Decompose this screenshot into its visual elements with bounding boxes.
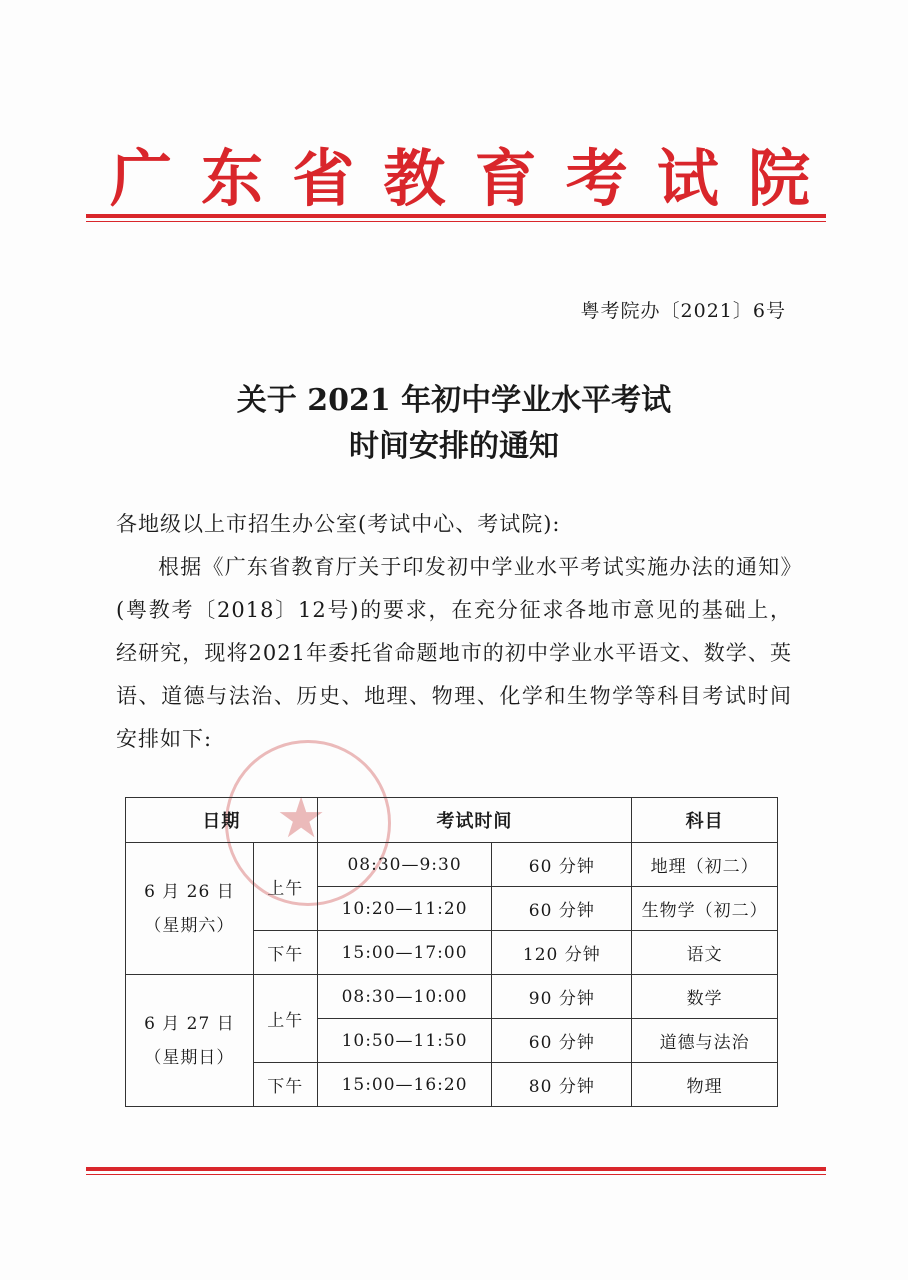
table-row [126, 843, 778, 887]
duration: 60 分钟 [492, 1019, 632, 1063]
org-char: 广 [110, 141, 173, 215]
date-label: 6 月 26 日 [144, 881, 235, 902]
table-header-row [126, 798, 778, 843]
duration: 60 分钟 [492, 843, 632, 887]
subject: 道德与法治 [632, 1019, 778, 1063]
header-subject: 科目 [632, 798, 778, 843]
date-cell [126, 843, 254, 975]
duration: 60 分钟 [492, 887, 632, 931]
time-range: 15:00—16:20 [317, 1063, 492, 1107]
date-cell [126, 975, 254, 1107]
table-row [126, 975, 778, 1019]
header-date: 日期 [126, 798, 318, 843]
org-char: 省 [292, 141, 355, 215]
body-paragraph: 根据《广东省教育厅关于印发初中学业水平考试实施办法的通知》(粤教考〔2018〕12号)的要求，在充分征求各地市意见的基础上，经研究，现将2021年委托省命题地市的初中学业水平语文、数学、英语、道德与法治、历史、地理、物理、化学和生物学等科目考试时间安排如下: [116, 555, 792, 751]
date-label: 6 月 27 日 [144, 1013, 235, 1034]
subject: 生物学（初二） [632, 887, 778, 931]
duration: 80 分钟 [492, 1063, 632, 1107]
subject: 数学 [632, 975, 778, 1019]
document-title [0, 378, 908, 470]
org-char: 育 [474, 141, 537, 215]
period-pm: 下午 [253, 1063, 317, 1107]
org-char: 试 [656, 141, 719, 215]
org-char: 教 [383, 141, 446, 215]
org-char: 考 [565, 141, 628, 215]
star-icon: ★ [276, 786, 327, 851]
subject: 地理（初二） [632, 843, 778, 887]
time-range: 08:30—10:00 [317, 975, 492, 1019]
time-range: 15:00—17:00 [317, 931, 492, 975]
weekday-label: （星期六） [144, 915, 235, 936]
salutation: 各地级以上市招生办公室(考试中心、考试院): [116, 512, 561, 536]
header-divider [86, 214, 826, 222]
weekday-label: （星期日） [144, 1047, 235, 1068]
document-number: 粤考院办〔2021〕6号 [580, 300, 786, 322]
org-char: 东 [201, 141, 264, 215]
issuing-organization-header [110, 128, 810, 218]
time-range: 10:50—11:50 [317, 1019, 492, 1063]
duration: 90 分钟 [492, 975, 632, 1019]
header-exam-time: 考试时间 [317, 798, 632, 843]
subject: 语文 [632, 931, 778, 975]
duration: 120 分钟 [492, 931, 632, 975]
footer-divider [86, 1167, 826, 1175]
time-range: 08:30—9:30 [317, 843, 492, 887]
period-am: 上午 [253, 843, 317, 931]
period-pm: 下午 [253, 931, 317, 975]
title-line-1: 关于 2021 年初中学业水平考试 [236, 383, 672, 418]
org-char: 院 [747, 141, 810, 215]
time-range: 10:20—11:20 [317, 887, 492, 931]
exam-schedule-table [125, 797, 778, 1107]
title-line-2: 时间安排的通知 [349, 429, 559, 464]
period-am: 上午 [253, 975, 317, 1063]
subject: 物理 [632, 1063, 778, 1107]
